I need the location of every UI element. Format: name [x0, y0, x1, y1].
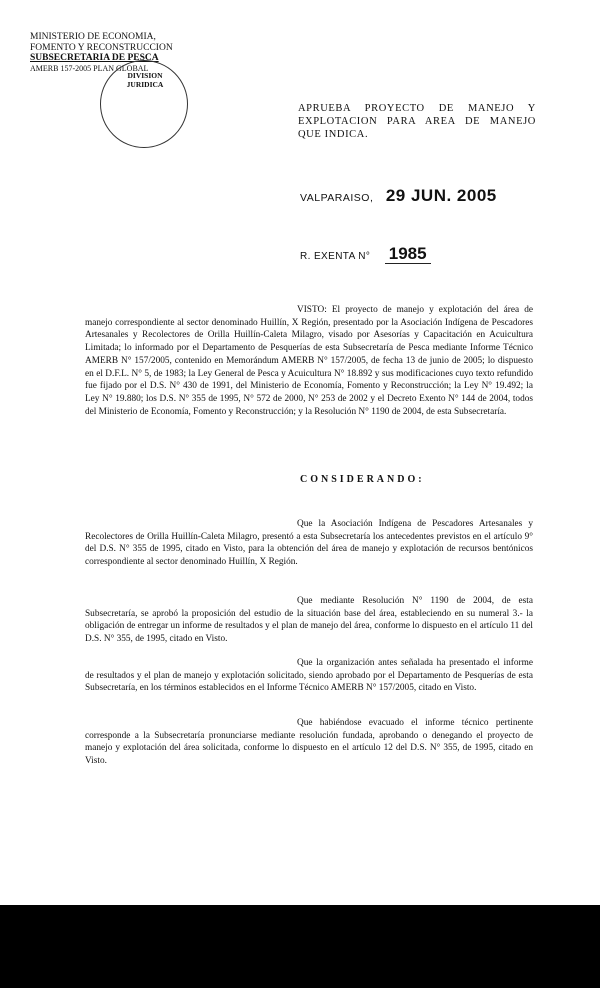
considerando-paragraph-1: Que la Asociación Indígena de Pescadores Artesanales y Recolectores de Orilla Huillín-Caleta Milagro, presentó a esta Subsecretaría los antecedentes previstos en el artículo 9° del D.S. N° 355 de 1995, citado en Visto, para la obtención del área de manejo y explotación de recursos bentónicos correspondiente al sector denominado Huillín, X Región. — [85, 519, 533, 568]
header-line-ministry: MINISTERIO DE ECONOMIA, — [30, 32, 156, 42]
resolution-number: 1985 — [385, 244, 431, 264]
scan-bottom-margin — [0, 905, 600, 988]
considerando-paragraph-4: Que habiéndose evacuado el informe técnico pertinente corresponde a la Subsecretaría pronunciarse mediante resolución fundada, aprobando o denegando el proyecto de manejo y explotación del área solicitada, conforme lo dispuesto en el artículo 12 del D.S. N° 355, de 1995, citado en Visto. — [85, 718, 533, 767]
date-line — [300, 186, 497, 206]
considerando-paragraph-2: Que mediante Resolución N° 1190 de 2004, de esta Subsecretaría, se aprobó la proposición del estudio de la situación base del área, estableciendo en su numeral 3.- la obligación de entregar un informe de resultados y el plan de manejo del área, conforme lo dispuesto en el artículo 11 del D.S. N° 355, de 1995, citado en Visto. — [85, 596, 533, 645]
date-place: VALPARAISO, — [300, 192, 374, 204]
considerando-paragraph-3: Que la organización antes señalada ha presentado el informe de resultados y el plan de manejo y explotación solicitado, siendo aprobado por el Departamento de Pesquerías de esta Subsecretaría, en los términos establecidos en el Informe Técnico AMERB N° 157/2005, citado en Visto. — [85, 658, 533, 694]
resolution-number-line — [300, 244, 431, 264]
visto-paragraph — [85, 304, 533, 418]
visto-text: El proyecto de manejo y explotación del área de manejo correspondiente al sector denominado Huillín, X Región, presentado por la Asociación Indígena de Pescadores Artesanales y Recolectores de Orilla Huillín-Caleta Milagro, visado por Asesorías y Capacitación en Acuicultura Limitada; lo informado por el Departamento de Pesquerías de esta Subsecretaría de Pesca mediante Informe Técnico AMERB N° 157/2005, contenido en Memorándum AMERB N° 157/2005, de fecha 13 de junio de 2005; lo dispuesto en el D.F.L. N° 5, de 1983; la Ley General de Pesca y Acuicultura N° 18.892 y sus modificaciones cuyo texto refundido fue fijado por el D.S. N° 430 de 1991, del Ministerio de Economía, Fomento y Reconstrucción; la Ley N° 19.492; la Ley N° 19.880; los D.S. N° 355 de 1995, N° 572 de 2000, N° 253 de 2002 y el Decreto Exento N° 144 de 2004, todos del Ministerio de Economía, Fomento y Reconstrucción; y la Resolución N° 1190 de 2004, de esta Subsecretaría. — [85, 305, 533, 417]
visto-label: VISTO: — [297, 305, 327, 315]
division-juridica-stamp — [100, 60, 188, 148]
resolution-subject: APRUEBA PROYECTO DE MANEJO Y EXPLOTACION PARA AREA DE MANEJO QUE INDICA. — [298, 103, 536, 140]
header-line-fomento: FOMENTO Y RECONSTRUCCION — [30, 42, 173, 53]
header-line-subsecretaria: SUBSECRETARIA DE PESCA — [30, 53, 159, 63]
resolution-label: R. EXENTA N° — [300, 251, 371, 262]
considerando-heading: CONSIDERANDO: — [300, 474, 425, 485]
date-stamp: 29 JUN. 2005 — [385, 186, 497, 205]
header-line-reference: AMERB 157-2005 PLAN GLOBAL — [30, 63, 149, 73]
ministry-header — [30, 32, 200, 74]
stamp-line-division: DIVISION — [127, 71, 163, 80]
stamp-line-juridica: JURIDICA — [126, 80, 164, 89]
